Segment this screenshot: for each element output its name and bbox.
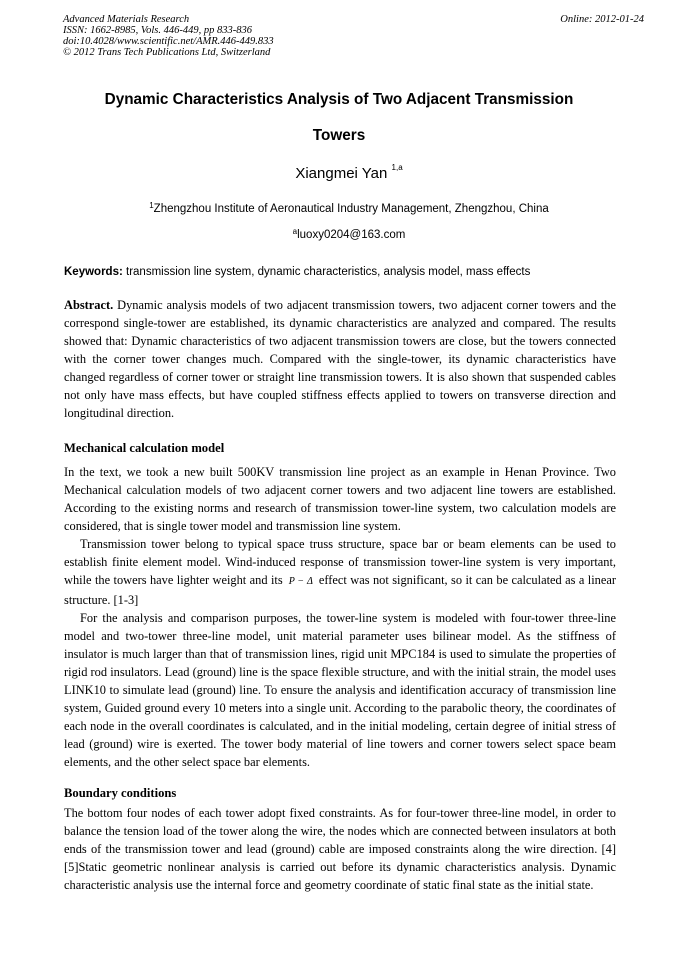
section-heading-boundary: Boundary conditions [64, 786, 177, 800]
paragraph: In the text, we took a new built 500KV transmission line project as an example in Henan Province. Two Mechanical calculation models of two adjacent corner towers and two adjacent line towers are established. According to the existing norms and research of transmission tower-line system, two calculation models are considered, that is single tower model and transmission line system. [64, 465, 616, 533]
email [0, 229, 678, 241]
keywords-text: transmission line system, dynamic characteristics, analysis model, mass effects [126, 266, 531, 278]
author-superscript: 1,a [391, 163, 403, 172]
journal-header [63, 14, 274, 58]
doi-line: doi:10.4028/www.scientific.net/AMR.446-449.833 [63, 36, 274, 47]
author [0, 165, 678, 182]
author-name: Xiangmei Yan [295, 165, 388, 182]
paragraph-text: Transmission tower belong to typical space truss structure, space bar or beam elements can be used to establish finite element model. Wind-induced response of transmission tower-line system is very important, while the towers have lighter weight and its [64, 537, 616, 587]
paper-title-line-2: Towers [312, 127, 366, 144]
section-body-mechanical [64, 463, 616, 771]
paragraph-text: effect was not significant, so it can be calculated as a linear structure. [1-3] [64, 573, 616, 607]
p-delta-formula: P − Δ [288, 576, 313, 587]
abstract-text: Dynamic analysis models of two adjacent transmission towers, two adjacent corner towers and the correspond single-tower are established, its dynamic characteristics are analyzed and compared. The results showed that: Dynamic characteristics of two adjacent transmission towers are close, but the towers connected with the corner tower changes much. Compared with the single-tower, its dynamic characteristics have changed regardless of corner tower or straight line transmission towers. It is also shown that suspended cables not only have mass effects, but have coupled stiffness effects applied to towers on transverse direction and longitudinal direction. [64, 298, 616, 420]
online-date: Online: 2012-01-24 [560, 14, 644, 25]
section-heading-mechanical: Mechanical calculation model [64, 441, 225, 455]
paragraph: The bottom four nodes of each tower adopt fixed constraints. As for four-tower three-line model, in order to balance the tension load of the tower along the wire, the nodes which are connected between insulators at both ends of the transmission tower and lead (ground) cable are imposed constraints along the wire direction. [4][5]Static geometric nonlinear analysis is carried out before its dynamic characteristics analysis. Dynamic characteristic analysis use the internal force and geometry coordinate of static final state as the initial state. [64, 806, 616, 892]
email-superscript: a [292, 227, 298, 236]
abstract-label: Abstract. [64, 298, 114, 312]
keywords-label: Keywords: [64, 266, 123, 278]
paper-title-line-1: Dynamic Characteristics Analysis of Two Adjacent Transmission [104, 91, 574, 108]
affiliation-text: Zhengzhou Institute of Aeronautical Industry Management, Zhengzhou, China [153, 203, 549, 215]
issn-line: ISSN: 1662-8985, Vols. 446-449, pp 833-836 [63, 25, 252, 36]
affiliation-superscript: 1 [149, 201, 154, 210]
keywords [64, 266, 616, 278]
paragraph [64, 535, 616, 609]
section-body-boundary [64, 804, 616, 894]
journal-name: Advanced Materials Research [63, 14, 190, 25]
affiliation [0, 203, 678, 215]
abstract [64, 296, 616, 422]
email-address[interactable]: luoxy0204@163.com [297, 229, 406, 241]
paragraph: For the analysis and comparison purposes, the tower-line system is modeled with four-tower three-line model and two-tower three-line model, unit material parameter uses bilinear model. As the stiffness of insulator is much larger than that of transmission lines, rigid unit MPC184 is used to simulate the properties of rigid rod insulators. Lead (ground) line is the space flexible structure, and with the initial strain, the model uses LINK10 to simulate lead (ground) line. To ensure the analysis and identification accuracy of transmission line system, Guided ground every 10 meters into a single unit. According to the parabolic theory, the coordinates of each node in the overall coordinates is calculated, and in the initial modeling, certain degree of initial stress of lead (ground) wire is exerted. The tower body material of line towers and corner towers select space beam elements, and the other select space bar elements. [64, 611, 616, 769]
copyright-line: © 2012 Trans Tech Publications Ltd, Switzerland [63, 47, 271, 58]
